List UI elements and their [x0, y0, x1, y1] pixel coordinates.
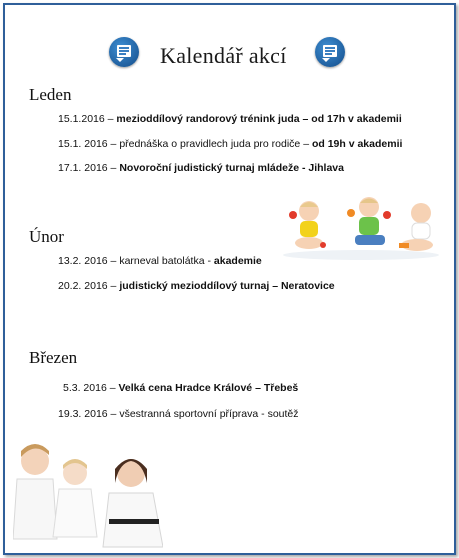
calendar-header: [5, 35, 454, 69]
babies-playing-illustration: [281, 191, 441, 261]
page-title: Kalendář akcí: [160, 43, 287, 68]
calendar-card: [3, 3, 456, 555]
event-item: 19.3. 2016 – všestranná sportovní příprava - soutěž: [58, 408, 299, 420]
document-chat-icon: [315, 37, 345, 67]
month-heading-unor: Únor: [29, 227, 64, 246]
month-heading-brezen: Březen: [29, 348, 78, 367]
event-item: 13.2. 2016 – karneval batolátka - akademie: [58, 255, 262, 267]
event-item: 17.1. 2016 – Novoroční judistický turnaj mládeže - Jihlava: [58, 162, 344, 174]
event-item: 15.1.2016 – mezioddílový randorový trénink juda – od 17h v akademii: [58, 113, 402, 125]
event-item: 20.2. 2016 – judistický mezioddílový turnaj – Neratovice: [58, 280, 335, 292]
document-chat-icon: [109, 37, 139, 67]
month-heading-leden: Leden: [29, 85, 72, 104]
judo-kids-illustration: [13, 439, 163, 551]
event-item: 5.3. 2016 – Velká cena Hradce Králové – Třebeš: [63, 382, 299, 394]
event-item: 15.1. 2016 – přednáška o pravidlech juda pro rodiče – od 19h v akademii: [58, 138, 403, 150]
